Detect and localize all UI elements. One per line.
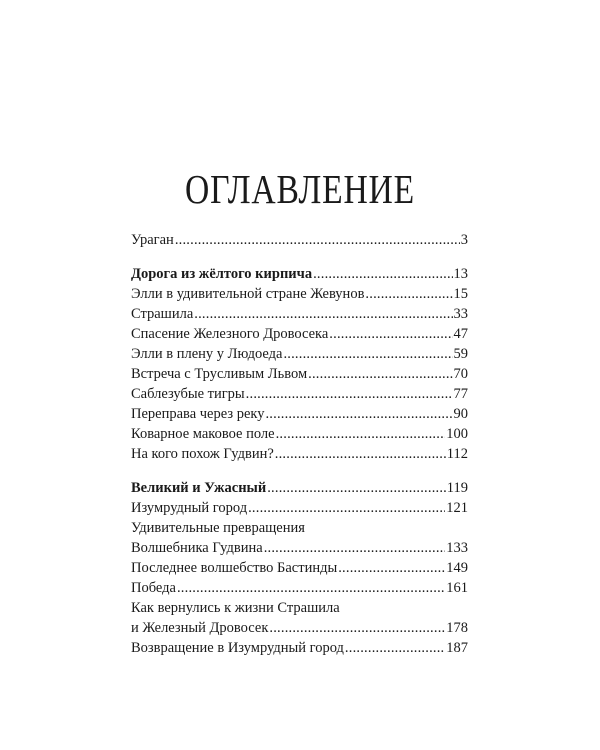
toc-entry-title: Победа [131,580,176,596]
toc-entry [131,364,468,384]
toc-page-number: 13 [453,266,468,282]
dot-leader [177,578,445,598]
dot-leader [246,384,453,404]
toc-entry [131,578,468,598]
toc-page-number: 100 [446,426,468,442]
toc-entry [131,424,468,444]
toc-entry-title: Волшебника Гудвина [131,540,263,556]
toc-entry-title: Как вернулись к жизни Страшила [131,600,340,616]
dot-leader [313,264,452,284]
toc-entry-title: Страшила [131,306,194,322]
toc-part-heading [131,264,468,284]
toc-entry-title: Дорога из жёлтого кирпича [131,266,313,282]
toc-entry [131,538,468,558]
toc-entry-title: Переправа через реку [131,406,265,422]
dot-leader [194,304,452,324]
toc-entry-title: Коварное маковое поле [131,426,275,442]
dot-leader [275,444,446,464]
toc-page-number: 133 [446,540,468,556]
dot-leader [269,618,445,638]
toc-page-number: 70 [453,366,468,382]
toc-entry [131,618,468,638]
toc-entry [131,558,468,578]
dot-leader [265,404,452,424]
toc-entry-title: Изумрудный город [131,500,248,516]
toc-page-number: 47 [453,326,468,342]
toc-page-number: 15 [453,286,468,302]
toc-entry [131,344,468,364]
toc-entry-title: Встреча с Трусливым Львом [131,366,308,382]
toc-page-number: 90 [453,406,468,422]
section-gap [131,250,468,264]
toc-entry [131,384,468,404]
toc-entry-title: и Железный Дровосек [131,620,269,636]
section-gap [131,464,468,478]
toc-part-heading [131,478,468,498]
toc-entry-title: Спасение Железного Дровосека [131,326,329,342]
toc-entry-title: Удивительные превращения [131,520,305,536]
dot-leader [345,638,445,658]
toc-entry-title: Саблезубые тигры [131,386,245,402]
dot-leader [276,424,446,444]
toc-entry-title: На кого похож Гудвин? [131,446,274,462]
toc-entry-title: Элли в удивительной стране Жевунов [131,286,365,302]
page-title: ОГЛАВЛЕНИЕ [184,166,416,212]
dot-leader [267,478,446,498]
toc-entry [131,498,468,518]
toc-entry [131,404,468,424]
toc-entry [131,284,468,304]
table-of-contents [131,230,468,658]
dot-leader [248,498,445,518]
toc-page-number: 3 [460,232,468,248]
dot-leader [338,558,445,578]
toc-entry [131,324,468,344]
dot-leader [308,364,452,384]
toc-entry [131,518,468,538]
dot-leader [283,344,452,364]
toc-entry [131,230,468,250]
dot-leader [329,324,452,344]
toc-entry [131,598,468,618]
toc-entry [131,444,468,464]
toc-page-number: 119 [446,480,468,496]
toc-page-number: 149 [446,560,468,576]
toc-page-number: 178 [446,620,468,636]
toc-page-number: 33 [453,306,468,322]
toc-entry-title: Последнее волшебство Бастинды [131,560,338,576]
toc-entry-title: Элли в плену у Людоеда [131,346,283,362]
toc-entry-title: Возвращение в Изумрудный город [131,640,344,656]
toc-page-number: 161 [446,580,468,596]
toc-page-number: 121 [446,500,468,516]
toc-entry [131,638,468,658]
toc-entry [131,304,468,324]
toc-page-number: 112 [446,446,468,462]
dot-leader [264,538,446,558]
toc-page-number: 77 [453,386,468,402]
toc-page-number: 187 [446,640,468,656]
dot-leader [365,284,452,304]
toc-entry-title: Ураган [131,232,174,248]
dot-leader [175,230,460,250]
toc-page-number: 59 [453,346,468,362]
toc-entry-title: Великий и Ужасный [131,480,267,496]
